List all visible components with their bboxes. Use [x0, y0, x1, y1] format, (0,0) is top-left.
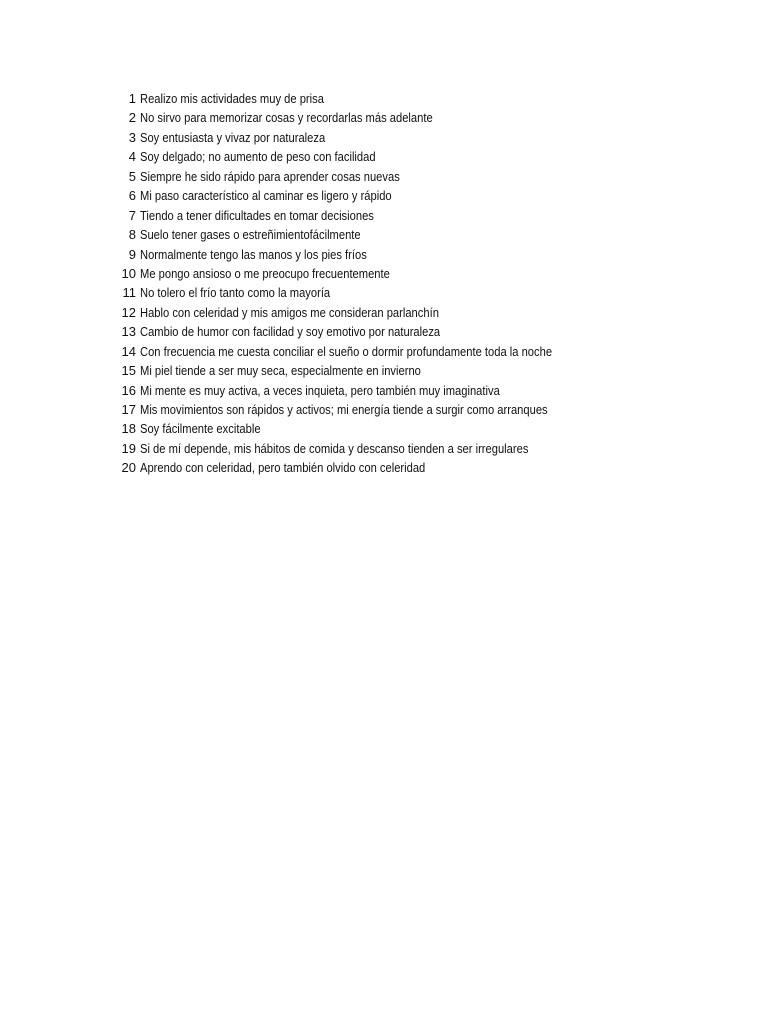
item-number: 5 — [128, 168, 136, 184]
item-number: 19 — [121, 440, 136, 456]
item-text: Normalmente tengo las manos y los pies fríos — [140, 246, 367, 262]
list-item — [116, 361, 619, 380]
item-number: 11 — [122, 285, 136, 301]
item-text: No sirvo para memorizar cosas y recordarlas más adelante — [140, 110, 433, 126]
item-number: 6 — [128, 188, 136, 204]
list-item — [116, 400, 619, 419]
list-item — [116, 167, 619, 186]
item-text: Soy entusiasta y vivaz por naturaleza — [140, 129, 326, 145]
item-number: 10 — [121, 265, 136, 281]
list-item — [116, 381, 619, 400]
list-item — [116, 322, 619, 341]
list-item — [116, 245, 619, 264]
item-text: Con frecuencia me cuesta conciliar el sueño o dormir profundamente toda la noche — [140, 343, 553, 359]
list-item — [116, 206, 619, 225]
item-number: 4 — [128, 149, 136, 165]
list-item — [116, 264, 619, 283]
list-item — [116, 225, 619, 244]
item-number: 2 — [128, 110, 136, 126]
item-number: 12 — [121, 304, 136, 320]
item-text: Mi paso característico al caminar es ligero y rápido — [140, 188, 392, 204]
item-number: 15 — [121, 363, 136, 379]
item-number: 1 — [128, 91, 136, 106]
questionnaire-list — [116, 89, 619, 478]
item-text: Mi piel tiende a ser muy seca, especialmente en invierno — [140, 363, 421, 379]
item-number: 17 — [121, 402, 136, 417]
item-text: Mi mente es muy activa, a veces inquieta, pero también muy imaginativa — [140, 382, 500, 398]
list-item — [116, 458, 619, 477]
list-item — [116, 108, 619, 127]
item-number: 9 — [128, 246, 136, 262]
list-item — [116, 186, 619, 205]
list-item — [116, 342, 619, 361]
item-number: 18 — [121, 421, 136, 437]
list-item — [116, 147, 619, 166]
item-text: Tiendo a tener dificultades en tomar decisiones — [140, 207, 374, 223]
list-item — [116, 439, 619, 458]
item-text: Si de mí depende, mis hábitos de comida y descanso tienden a ser irregulares — [140, 440, 529, 456]
item-text: Me pongo ansioso o me preocupo frecuentemente — [140, 265, 390, 281]
item-number: 13 — [121, 324, 136, 340]
list-item — [116, 89, 619, 108]
item-number: 16 — [121, 382, 136, 398]
item-number: 7 — [128, 207, 136, 223]
item-text: Hablo con celeridad y mis amigos me consideran parlanchín — [140, 304, 439, 320]
item-text: Cambio de humor con facilidad y soy emotivo por naturaleza — [140, 324, 441, 340]
item-text: Suelo tener gases o estreñimientofácilmente — [140, 227, 361, 243]
item-text: No tolero el frío tanto como la mayoría — [140, 285, 331, 301]
item-text: Aprendo con celeridad, pero también olvido con celeridad — [140, 460, 426, 476]
item-text: Soy delgado; no aumento de peso con facilidad — [140, 149, 376, 165]
item-number: 3 — [128, 129, 136, 145]
list-item — [116, 419, 619, 438]
item-text: Soy fácilmente excitable — [140, 421, 261, 437]
item-number: 8 — [128, 227, 136, 243]
item-number: 14 — [121, 343, 136, 359]
item-number: 20 — [121, 460, 136, 476]
list-item — [116, 283, 619, 302]
list-item — [116, 128, 619, 147]
item-text: Mis movimientos son rápidos y activos; mi energía tiende a surgir como arranques — [140, 402, 548, 417]
item-text: Realizo mis actividades muy de prisa — [140, 91, 324, 106]
item-text: Siempre he sido rápido para aprender cosas nuevas — [140, 168, 400, 184]
list-item — [116, 303, 619, 322]
